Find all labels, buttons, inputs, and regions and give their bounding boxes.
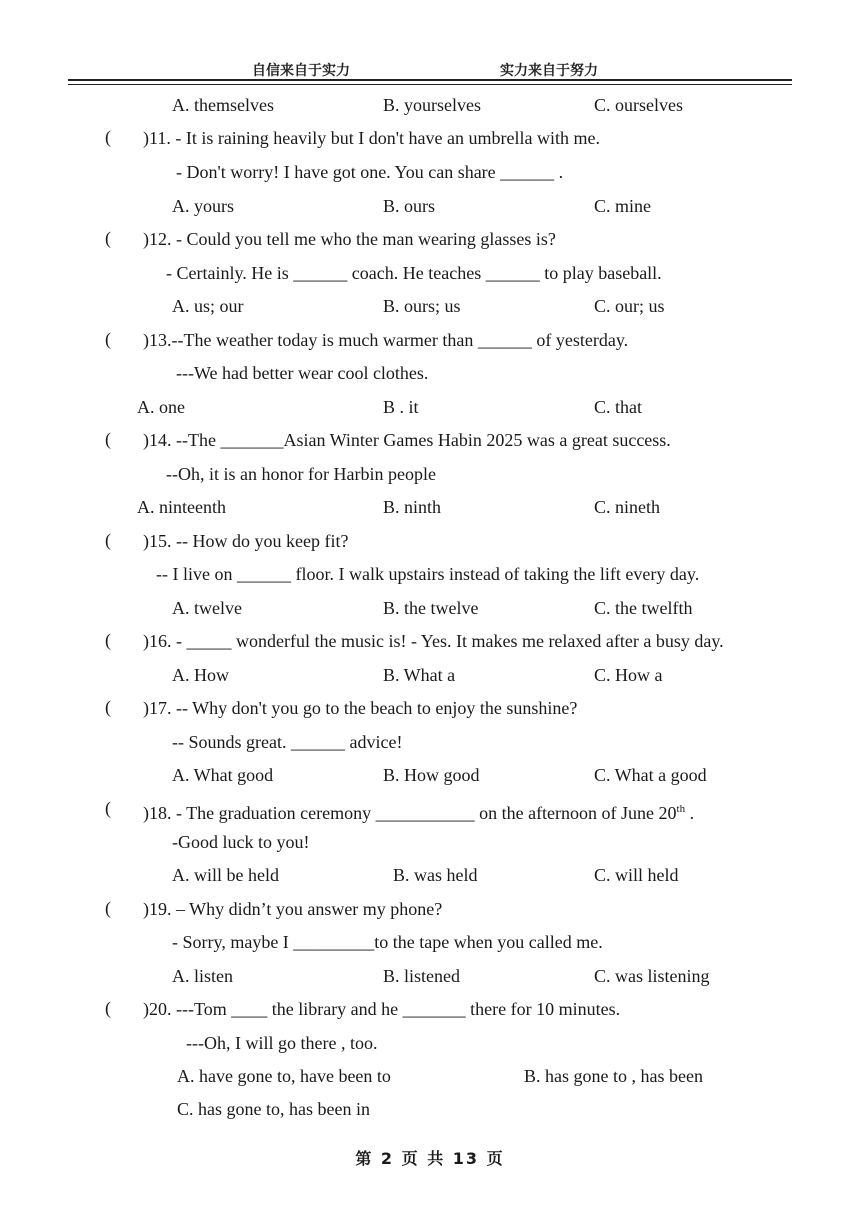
q20-option-a: A. have gone to, have been to <box>177 1066 391 1086</box>
q16-stem: )16. - _____ wonderful the music is! - Yes. It makes me relaxed after a busy day. <box>143 631 724 651</box>
q19-option-a: A. listen <box>172 966 233 986</box>
q13-stem: )13.--The weather today is much warmer than ______ of yesterday. <box>143 330 629 350</box>
q13-option-c: C. that <box>594 397 642 417</box>
q14-reply: --Oh, it is an honor for Harbin people <box>166 464 436 484</box>
q19-stem: )19. – Why didn’t you answer my phone? <box>143 899 443 919</box>
q11-reply: - Don't worry! I have got one. You can share ______ . <box>176 162 564 182</box>
q13-paren: ( <box>105 329 111 349</box>
q12-reply: - Certainly. He is ______ coach. He teaches ______ to play baseball. <box>166 263 662 283</box>
header-left-motto: 自信来自于实力 <box>252 63 350 79</box>
q19-paren: ( <box>105 898 111 918</box>
header-rule-thick <box>68 79 792 81</box>
q14-option-c: C. nineth <box>594 497 660 517</box>
header-rule-thin <box>68 84 792 85</box>
q10-option-a: A. themselves <box>172 95 274 115</box>
q11-option-c: C. mine <box>594 196 651 216</box>
q12-option-c: C. our; us <box>594 296 665 316</box>
q14-option-b: B. ninth <box>383 497 442 517</box>
q19-option-c: C. was listening <box>594 966 710 986</box>
q11-stem: )11. - It is raining heavily but I don't have an umbrella with me. <box>143 128 600 148</box>
q17-option-c: C. What a good <box>594 765 707 785</box>
q13-option-b: B . it <box>383 397 419 417</box>
q20-stem: )20. ---Tom ____ the library and he _______ there for 10 minutes. <box>143 999 621 1019</box>
header-right-motto: 实力来自于努力 <box>500 63 598 79</box>
q14-paren: ( <box>105 429 111 449</box>
q16-option-c: C. How a <box>594 665 663 685</box>
q13-option-a: A. one <box>137 397 185 417</box>
q18-option-c: C. will held <box>594 865 679 885</box>
q15-reply: -- I live on ______ floor. I walk upstairs instead of taking the lift every day. <box>156 564 700 584</box>
q12-option-b: B. ours; us <box>383 296 461 316</box>
q11-option-a: A. yours <box>172 196 234 216</box>
q15-stem: )15. -- How do you keep fit? <box>143 531 349 551</box>
q13-reply: ---We had better wear cool clothes. <box>176 363 429 383</box>
q20-option-c: C. has gone to, has been in <box>177 1099 370 1119</box>
q12-option-a: A. us; our <box>172 296 244 316</box>
q19-option-b: B. listened <box>383 966 460 986</box>
q10-option-b: B. yourselves <box>383 95 481 115</box>
q15-option-a: A. twelve <box>172 598 242 618</box>
q17-paren: ( <box>105 697 111 717</box>
q12-paren: ( <box>105 228 111 248</box>
q14-stem: )14. --The _______Asian Winter Games Habin 2025 was a great success. <box>143 430 671 450</box>
q15-option-c: C. the twelfth <box>594 598 693 618</box>
q18-stem-line <box>143 798 694 824</box>
q20-option-b: B. has gone to , has been <box>524 1066 703 1086</box>
q11-option-b: B. ours <box>383 196 436 216</box>
q20-reply: ---Oh, I will go there , too. <box>186 1033 378 1053</box>
q14-option-a: A. ninteenth <box>137 497 226 517</box>
q19-reply: - Sorry, maybe I _________to the tape when you called me. <box>172 932 603 952</box>
q12-stem: )12. - Could you tell me who the man wearing glasses is? <box>143 229 556 249</box>
page-number-footer: 第 2 页 共 13 页 <box>355 1149 505 1168</box>
q16-option-a: A. How <box>172 665 229 685</box>
q17-reply: -- Sounds great. ______ advice! <box>172 732 403 752</box>
q17-option-a: A. What good <box>172 765 274 785</box>
q18-paren: ( <box>105 798 111 818</box>
q16-paren: ( <box>105 630 111 650</box>
q18-stem: )18. - The graduation ceremony ___________ on the afternoon of June 20 <box>143 803 677 823</box>
q10-option-c: C. ourselves <box>594 95 683 115</box>
q18-reply: -Good luck to you! <box>172 832 310 852</box>
q17-option-b: B. How good <box>383 765 480 785</box>
q18-option-a: A. will be held <box>172 865 279 885</box>
q18-option-b: B. was held <box>393 865 478 885</box>
q18-stem-end: . <box>685 803 695 823</box>
q15-option-b: B. the twelve <box>383 598 479 618</box>
q11-paren: ( <box>105 127 111 147</box>
q16-option-b: B. What a <box>383 665 456 685</box>
q18-superscript: th <box>676 803 686 815</box>
q20-paren: ( <box>105 998 111 1018</box>
q17-stem: )17. -- Why don't you go to the beach to enjoy the sunshine? <box>143 698 578 718</box>
q15-paren: ( <box>105 530 111 550</box>
